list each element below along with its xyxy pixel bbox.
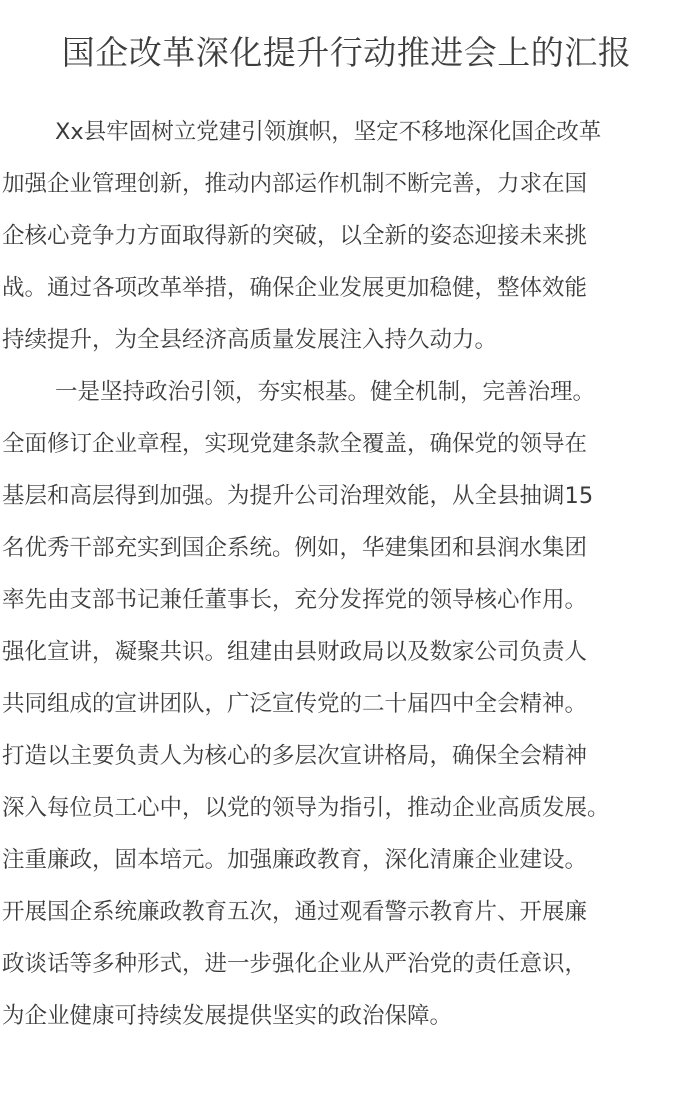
paragraph-line: 打造以主要负责人为核心的多层次宣讲格局，确保全会精神 xyxy=(2,743,588,769)
paragraph-line: 开展国企系统廉政教育五次，通过观看警示教育片、开展廉 xyxy=(2,899,588,925)
paragraph-line: 率先由支部书记兼任董事长，充分发挥党的领导核心作用。 xyxy=(2,587,588,613)
paragraph-line: 名优秀干部充实到国企系统。例如，华建集团和县润水集团 xyxy=(2,535,588,561)
document-body xyxy=(2,106,692,1042)
paragraph-line: 深入每位员工心中，以党的领导为指引，推动企业高质发展。 xyxy=(2,795,610,821)
document-title: 国企改革深化提升行动推进会上的汇报 xyxy=(61,33,632,72)
paragraph-line: 注重廉政，固本培元。加强廉政教育，深化清廉企业建设。 xyxy=(2,847,588,873)
paragraph-line: 基层和高层得到加强。为提升公司治理效能，从全县抽调15 xyxy=(2,483,594,509)
paragraph-line: 全面修订企业章程，实现党建条款全覆盖，确保党的领导在 xyxy=(2,431,588,457)
paragraph-line: 政谈话等多种形式，进一步强化企业从严治党的责任意识， xyxy=(2,951,588,977)
paragraph-line: 企核心竞争力方面取得新的突破，以全新的姿态迎接未来挑 xyxy=(2,223,588,249)
paragraph-line: Xx县牢固树立党建引领旗帜，坚定不移地深化国企改革 xyxy=(55,119,602,145)
paragraph-line: 一是坚持政治引领，夯实根基。健全机制，完善治理。 xyxy=(55,379,596,405)
paragraph-line: 为企业健康可持续发展提供坚实的政治保障。 xyxy=(2,1003,453,1029)
paragraph-line: 持续提升，为全县经济高质量发展注入持久动力。 xyxy=(2,327,498,353)
paragraph-line: 强化宣讲，凝聚共识。组建由县财政局以及数家公司负责人 xyxy=(2,639,588,665)
paragraph-line: 共同组成的宣讲团队，广泛宣传党的二十届四中全会精神。 xyxy=(2,691,588,717)
paragraph-line: 加强企业管理创新，推动内部运作机制不断完善，力求在国 xyxy=(2,171,588,197)
paragraph-line: 战。通过各项改革举措，确保企业发展更加稳健，整体效能 xyxy=(2,275,588,301)
